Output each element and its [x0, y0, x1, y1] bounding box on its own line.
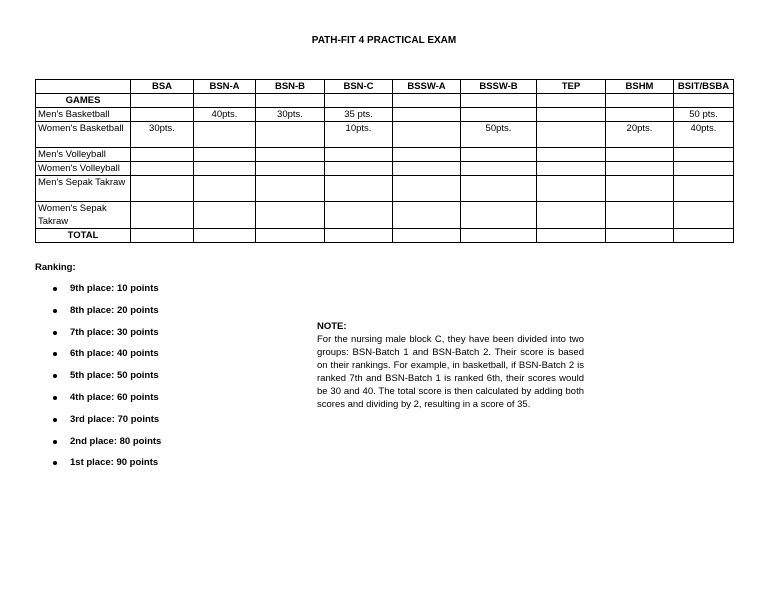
table-row: [36, 94, 734, 108]
column-header: BSN-C: [325, 80, 393, 94]
column-header: BSN-B: [256, 80, 325, 94]
score-cell: 35 pts.: [325, 108, 393, 122]
ranking-label: Ranking:: [35, 262, 76, 273]
list-item: [35, 283, 161, 305]
score-cell: [606, 148, 674, 162]
score-cell: [393, 202, 461, 229]
score-cell: [131, 202, 194, 229]
score-cell: [393, 94, 461, 108]
score-cell: [537, 162, 606, 176]
table-row: [36, 176, 734, 202]
bullet-icon: [53, 287, 57, 291]
score-cell: [393, 176, 461, 202]
game-label: Men's Volleyball: [36, 148, 131, 162]
score-cell: [256, 122, 325, 148]
score-cell: [256, 202, 325, 229]
table-row: [36, 162, 734, 176]
page-title: PATH-FIT 4 PRACTICAL EXAM: [311, 35, 457, 46]
score-cell: [131, 229, 194, 243]
score-cell: [325, 94, 393, 108]
score-cell: 40pts.: [674, 122, 734, 148]
list-item: [35, 436, 161, 458]
game-label: Women's Sepak Takraw: [36, 202, 131, 229]
bullet-icon: [53, 396, 57, 400]
game-label: Women's Volleyball: [36, 162, 131, 176]
score-cell: [325, 202, 393, 229]
table-row: [36, 202, 734, 229]
score-cell: [393, 162, 461, 176]
note-block: [317, 320, 584, 411]
score-cell: [194, 162, 256, 176]
score-cell: [606, 202, 674, 229]
score-cell: [325, 162, 393, 176]
list-item: [35, 370, 161, 392]
rank-text: 4th place: 60 points: [70, 391, 159, 403]
score-cell: [674, 148, 734, 162]
table-row: [36, 148, 734, 162]
bullet-icon: [53, 418, 57, 422]
score-cell: 10pts.: [325, 122, 393, 148]
score-cell: [131, 148, 194, 162]
game-label: GAMES: [36, 94, 131, 108]
bullet-icon: [53, 352, 57, 356]
game-label: TOTAL: [36, 229, 131, 243]
rank-text: 7th place: 30 points: [70, 326, 159, 338]
column-header: TEP: [537, 80, 606, 94]
rank-text: 2nd place: 80 points: [70, 435, 162, 447]
ranking-list: [35, 283, 161, 479]
rank-text: 1st place: 90 points: [70, 457, 159, 469]
score-cell: [674, 94, 734, 108]
note-body: For the nursing male block C, they have been divided into two groups: BSN-Batch 1 and BSN-Batch 2. Their score is based on their rankings. For example, in basketball, if BSN-Batch 2 is ranked 7th and BSN-Batch 1 is ranked 6th, their scores would be 30 and 40. The total score is then calculated by adding both scores and dividing by 2, resulting in a score of 35.: [317, 334, 584, 410]
bullet-icon: [53, 309, 57, 313]
score-cell: [461, 202, 537, 229]
score-cell: [537, 94, 606, 108]
score-cell: [537, 148, 606, 162]
score-cell: [606, 229, 674, 243]
column-header: BSIT/BSBA: [674, 80, 734, 94]
column-header: BSHM: [606, 80, 674, 94]
score-cell: [194, 94, 256, 108]
score-cell: [537, 108, 606, 122]
score-cell: [256, 229, 325, 243]
score-cell: [537, 176, 606, 202]
score-cell: [393, 148, 461, 162]
score-cell: [256, 162, 325, 176]
score-cell: [325, 229, 393, 243]
score-cell: [325, 148, 393, 162]
game-label: Women's Basketball: [36, 122, 131, 148]
rank-text: 3rd place: 70 points: [70, 413, 160, 425]
score-cell: [131, 108, 194, 122]
list-item: [35, 305, 161, 327]
header-blank: [36, 80, 131, 94]
bullet-icon: [53, 461, 57, 465]
table-row: [36, 229, 734, 243]
column-header: BSA: [131, 80, 194, 94]
score-cell: [131, 162, 194, 176]
score-cell: 20pts.: [606, 122, 674, 148]
rank-text: 9th place: 10 points: [70, 283, 159, 294]
score-cell: [461, 162, 537, 176]
score-cell: [131, 176, 194, 202]
score-cell: [606, 94, 674, 108]
bullet-icon: [53, 440, 57, 444]
score-cell: [606, 162, 674, 176]
score-cell: [393, 229, 461, 243]
score-cell: [393, 122, 461, 148]
score-cell: [606, 176, 674, 202]
rank-text: 5th place: 50 points: [70, 370, 159, 382]
score-cell: [194, 202, 256, 229]
list-item: [35, 457, 161, 479]
score-cell: [461, 94, 537, 108]
list-item: [35, 348, 161, 370]
score-cell: [256, 94, 325, 108]
list-item: [35, 414, 161, 436]
score-cell: [537, 122, 606, 148]
score-cell: [674, 229, 734, 243]
score-cell: [461, 148, 537, 162]
table-row: [36, 122, 734, 148]
score-cell: [606, 108, 674, 122]
game-label: Men's Sepak Takraw: [36, 176, 131, 202]
score-cell: [131, 94, 194, 108]
score-cell: [537, 202, 606, 229]
score-cell: 50pts.: [461, 122, 537, 148]
list-item: [35, 392, 161, 414]
score-cell: [674, 176, 734, 202]
score-cell: 30pts.: [131, 122, 194, 148]
score-cell: 40pts.: [194, 108, 256, 122]
bullet-icon: [53, 331, 57, 335]
score-cell: [461, 229, 537, 243]
score-cell: [194, 122, 256, 148]
table-header-row: [36, 80, 734, 94]
game-label: Men's Basketball: [36, 108, 131, 122]
column-header: BSSW-B: [461, 80, 537, 94]
score-cell: [194, 229, 256, 243]
scores-table: [35, 79, 734, 243]
score-cell: [461, 108, 537, 122]
score-cell: [537, 229, 606, 243]
score-cell: 30pts.: [256, 108, 325, 122]
column-header: BSN-A: [194, 80, 256, 94]
bullet-icon: [53, 374, 57, 378]
score-cell: [393, 108, 461, 122]
column-header: BSSW-A: [393, 80, 461, 94]
score-cell: [256, 176, 325, 202]
table-row: [36, 108, 734, 122]
score-cell: [674, 202, 734, 229]
score-cell: [194, 176, 256, 202]
score-cell: [194, 148, 256, 162]
score-cell: 50 pts.: [674, 108, 734, 122]
score-cell: [674, 162, 734, 176]
rank-text: 8th place: 20 points: [70, 304, 159, 316]
list-item: [35, 327, 161, 349]
score-cell: [461, 176, 537, 202]
score-cell: [325, 176, 393, 202]
note-heading: NOTE:: [317, 321, 347, 332]
score-cell: [256, 148, 325, 162]
rank-text: 6th place: 40 points: [70, 348, 159, 360]
